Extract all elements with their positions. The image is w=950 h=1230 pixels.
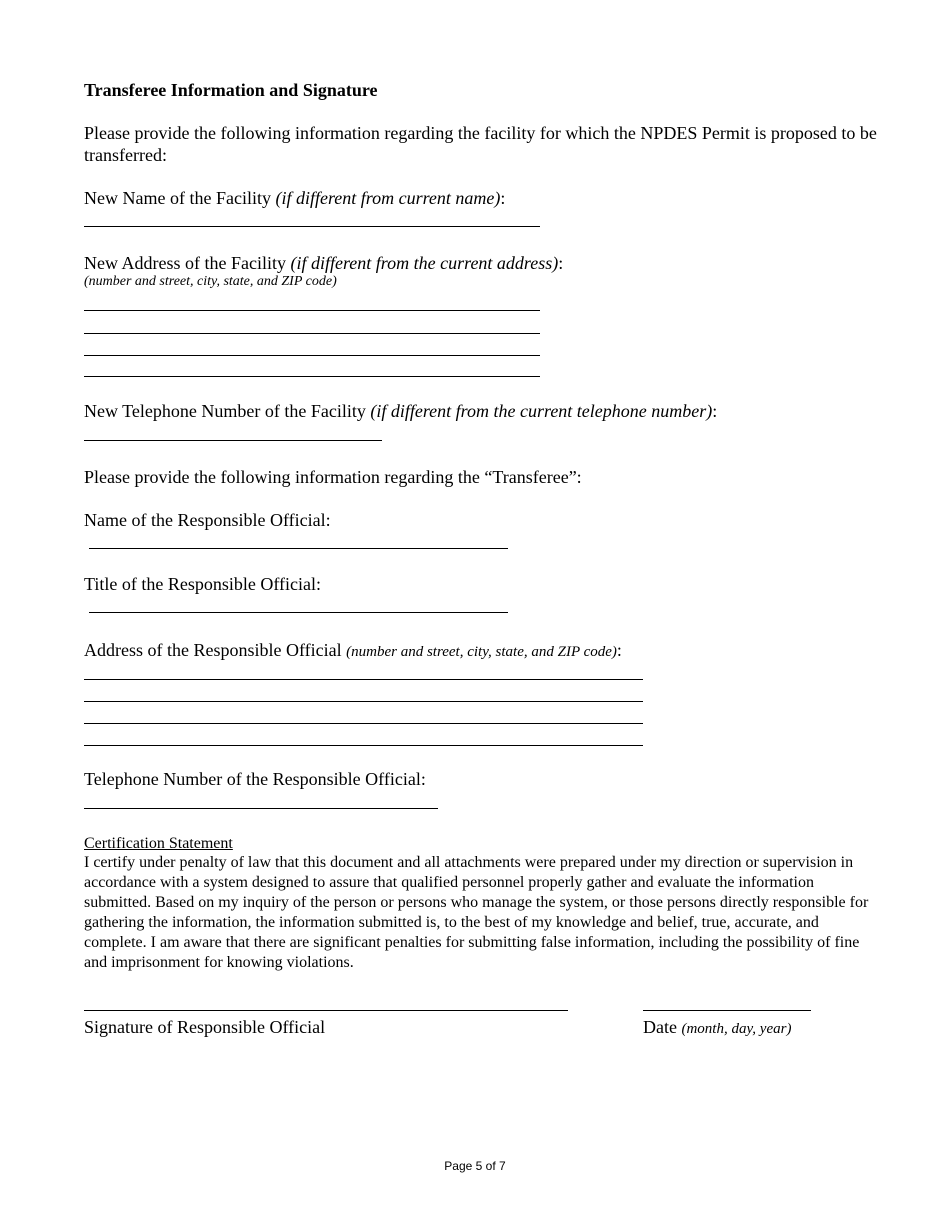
- facility-address-sub-hint: (number and street, city, state, and ZIP code): [84, 274, 337, 289]
- official-name-field[interactable]: [89, 548, 508, 549]
- certification-title: Certification Statement: [84, 835, 233, 852]
- date-field[interactable]: [643, 1010, 811, 1011]
- official-address-line-1[interactable]: [84, 679, 643, 680]
- page-number: Page 5 of 7: [444, 1159, 506, 1173]
- certification-body: I certify under penalty of law that this document and all attachments were prepared under my direction or supervision in accordance with a system designed to assure that qualified personnel properly gather and evaluate the information submitted. Based on my inquiry of the person or persons who manage the system, or those persons directly responsible for gathering the information, the information submitted is, to the best of my knowledge and belief, true, accurate, and complete. I am aware that there are significant penalties for submitting false information, including the possibility of fine and imprisonment for knowing violations.: [84, 854, 869, 971]
- official-address-hint: (number and street, city, state, and ZIP code): [346, 644, 617, 660]
- transferee-intro: Please provide the following information regarding the “Transferee”:: [84, 467, 582, 487]
- facility-address-line-4[interactable]: [84, 376, 540, 377]
- facility-address-line-1[interactable]: [84, 310, 540, 311]
- official-address-line-2[interactable]: [84, 701, 643, 702]
- facility-name-colon: :: [500, 188, 506, 208]
- facility-name-label: [84, 187, 505, 209]
- official-address-label-text: Address of the Responsible Official: [84, 640, 347, 660]
- signature-field[interactable]: [84, 1010, 568, 1011]
- date-label-text: Date: [643, 1017, 682, 1037]
- official-address-colon: :: [616, 640, 622, 660]
- facility-name-label-text: New Name of the Facility: [84, 188, 276, 208]
- facility-phone-label-text: New Telephone Number of the Facility: [84, 401, 371, 421]
- facility-address-colon: :: [558, 253, 564, 273]
- official-address-line-3[interactable]: [84, 723, 643, 724]
- signature-label: Signature of Responsible Official: [84, 1017, 326, 1037]
- date-label: [643, 1016, 791, 1040]
- official-address-line-4[interactable]: [84, 745, 643, 746]
- facility-address-line-3[interactable]: [84, 355, 540, 356]
- facility-phone-field[interactable]: [84, 440, 382, 441]
- official-title-field[interactable]: [89, 612, 508, 613]
- facility-address-label-text: New Address of the Facility: [84, 253, 291, 273]
- official-address-label: [84, 639, 622, 663]
- official-phone-field[interactable]: [84, 808, 438, 809]
- facility-address-label: [84, 252, 563, 274]
- facility-address-line-2[interactable]: [84, 333, 540, 334]
- facility-phone-colon: :: [712, 401, 718, 421]
- facility-phone-hint: (if different from the current telephone number): [370, 401, 713, 421]
- intro-paragraph: Please provide the following information regarding the facility for which the NPDES Permit is proposed to be transferred:: [84, 123, 877, 165]
- page-title: Transferee Information and Signature: [84, 80, 378, 100]
- date-hint: (month, day, year): [681, 1021, 792, 1037]
- facility-name-field[interactable]: [84, 226, 540, 227]
- official-name-label: Name of the Responsible Official:: [84, 510, 331, 530]
- facility-phone-label: [84, 400, 717, 422]
- official-title-label: Title of the Responsible Official:: [84, 574, 321, 594]
- facility-name-hint: (if different from current name): [275, 188, 501, 208]
- official-phone-label: Telephone Number of the Responsible Official:: [84, 769, 426, 789]
- facility-address-hint: (if different from the current address): [290, 253, 559, 273]
